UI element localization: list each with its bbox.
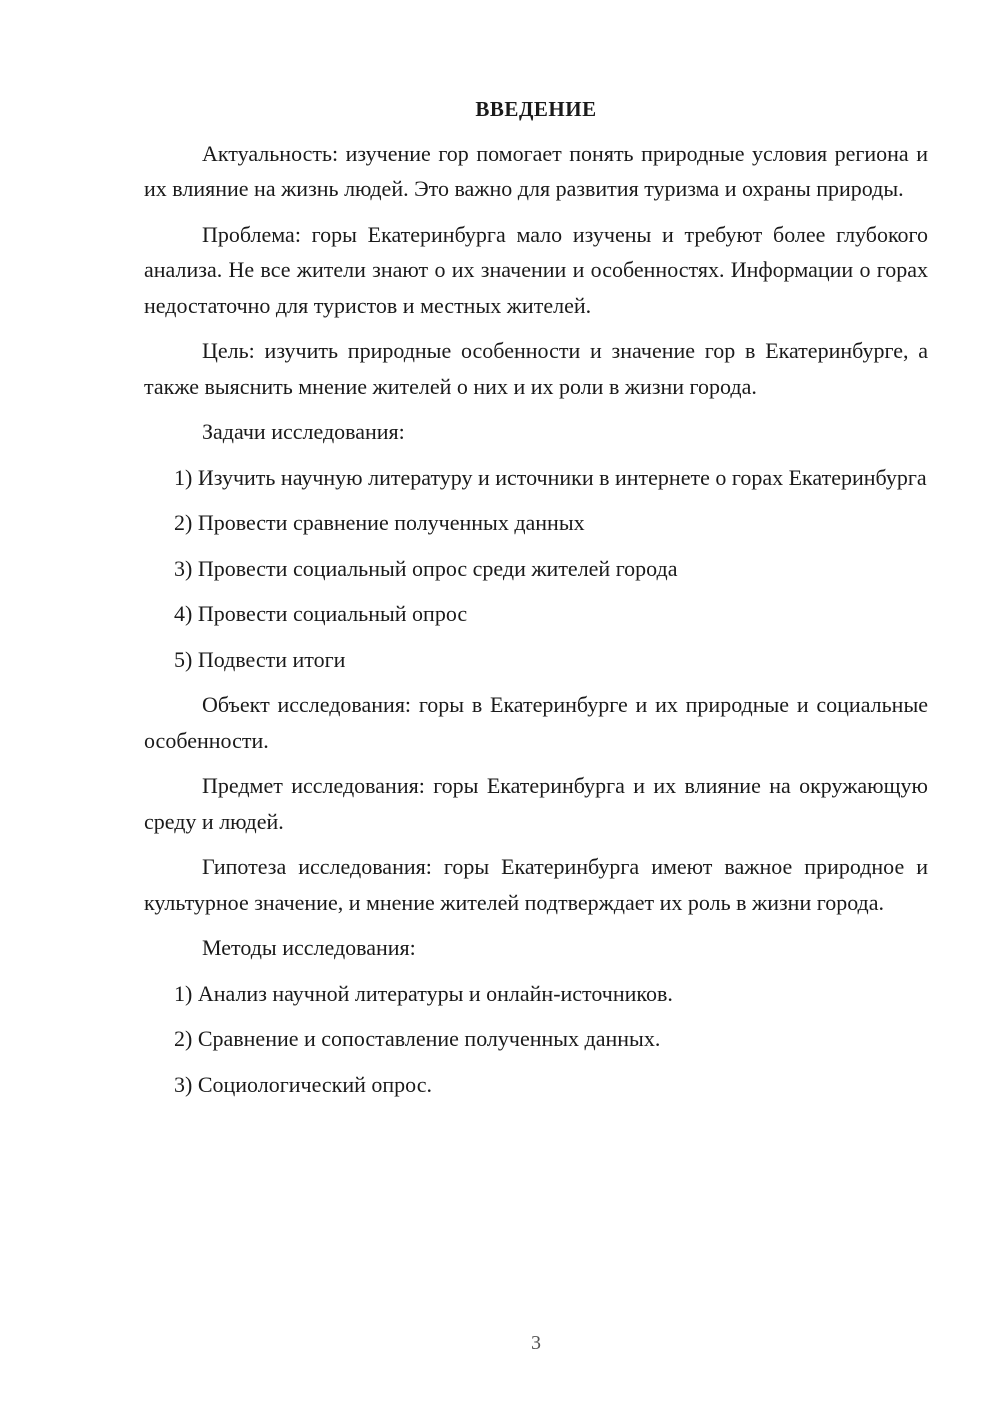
methods-list <box>144 976 928 1103</box>
task-item: 2) Провести сравнение полученных данных <box>174 510 585 535</box>
object-paragraph: Объект исследования: горы в Екатеринбурге и их природные и социальные особенности. <box>144 692 928 753</box>
subject-paragraph: Предмет исследования: горы Екатеринбурга и их влияние на окружающую среду и людей. <box>144 773 928 834</box>
task-item: 3) Провести социальный опрос среди жителей города <box>174 555 678 581</box>
methods-heading: Методы исследования: <box>202 935 416 960</box>
problem-paragraph: Проблема: горы Екатеринбурга мало изучены и требуют более глубокого анализа. Не все жители знают о их значении и особенностях. Информации о горах недостаточно для туристов и местных жителей. <box>144 221 928 318</box>
tasks-heading: Задачи исследования: <box>202 419 405 444</box>
task-item: 5) Подвести итоги <box>174 646 346 672</box>
method-item: 2) Сравнение и сопоставление полученных данных. <box>174 1026 661 1051</box>
method-item: 1) Анализ научной литературы и онлайн-источников. <box>174 980 673 1006</box>
document-page <box>144 92 928 1112</box>
section-title: ВВЕДЕНИЕ <box>475 97 597 121</box>
hypothesis-paragraph: Гипотеза исследования: горы Екатеринбурга имеют важное природное и культурное значение, и мнение жителей подтверждает их роль в жизни города. <box>144 854 928 915</box>
task-item: 4) Провести социальный опрос <box>174 601 468 626</box>
method-item: 3) Социологический опрос. <box>174 1071 432 1097</box>
goal-paragraph: Цель: изучить природные особенности и значение гор в Екатеринбурге, а также выяснить мнение жителей о них и их роли в жизни города. <box>144 338 928 399</box>
page-number: 3 <box>531 1332 541 1354</box>
relevance-paragraph: Актуальность: изучение гор помогает понять природные условия региона и их влияние на жизнь людей. Это важно для развития туризма и охраны природы. <box>144 140 928 201</box>
task-item: 1) Изучить научную литературу и источники в интернете о горах Екатеринбурга <box>174 464 927 490</box>
tasks-list <box>144 460 928 678</box>
